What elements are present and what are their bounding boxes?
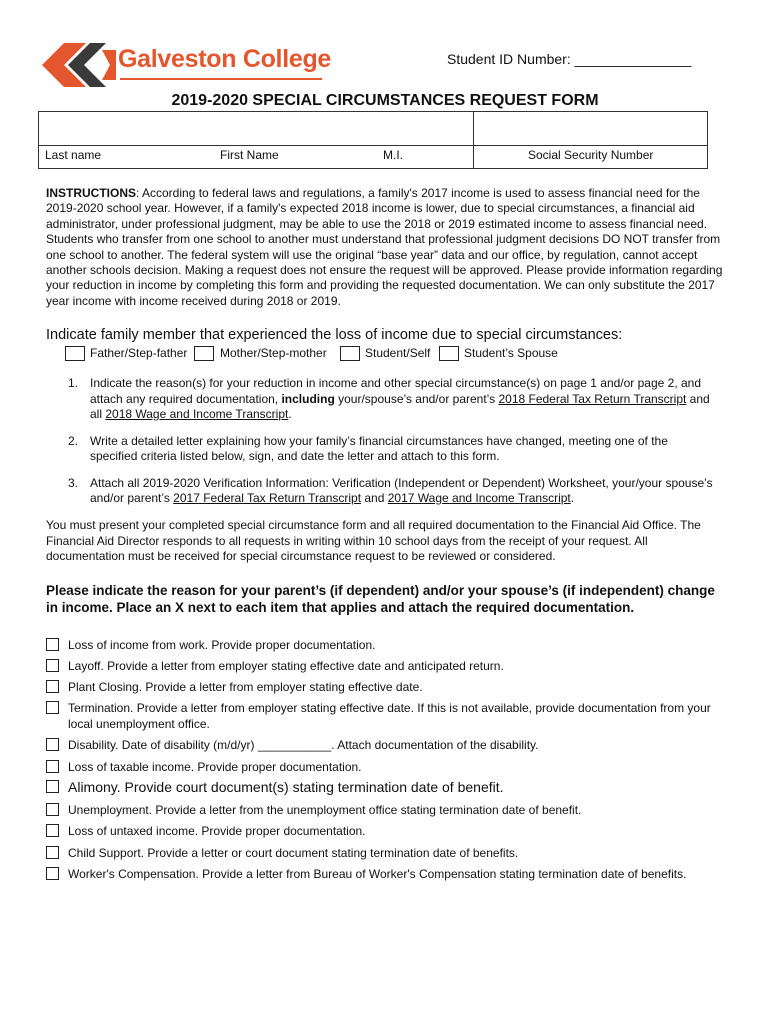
reason-text: Termination. Provide a letter from employer stating effective date. If this is not available, provide documentation from your local unemployment office.	[68, 701, 711, 731]
reason-checkbox[interactable]	[46, 760, 59, 773]
reason-checkbox[interactable]	[46, 638, 59, 651]
first-name-label: First Name	[220, 148, 279, 162]
student-id-field[interactable]: Student ID Number: _______________	[447, 51, 692, 67]
ssn-label: Social Security Number	[528, 148, 654, 162]
list-item	[46, 376, 714, 423]
step-text: .	[570, 491, 575, 505]
reason-checkbox[interactable]	[46, 680, 59, 693]
spouse-label: Student’s Spouse	[464, 346, 558, 360]
table-divider	[473, 145, 474, 169]
college-logo	[42, 40, 332, 90]
step-bold: including	[281, 391, 335, 406]
college-name: Galveston College	[118, 45, 332, 73]
reason-text: Plant Closing. Provide a letter from employer stating effective date.	[68, 680, 423, 694]
step-text: and all	[90, 391, 710, 421]
wage-transcript-2018: 2018 Wage and Income Transcript	[105, 407, 289, 421]
reason-text: Child Support. Provide a letter or court document stating termination date of benefits.	[68, 846, 519, 860]
reason-checkbox[interactable]	[46, 780, 59, 793]
reason-checkbox[interactable]	[46, 803, 59, 816]
reason-checkbox[interactable]	[46, 846, 59, 859]
step-text: and	[361, 491, 388, 505]
name-table	[38, 111, 708, 169]
step-text: your/spouse’s and/or parent’s	[334, 391, 499, 406]
instructions-paragraph	[46, 186, 728, 309]
reason-checkbox[interactable]	[46, 824, 59, 837]
ssn-input-cell[interactable]	[474, 112, 707, 145]
logo-underline	[120, 78, 322, 80]
reason-text: Loss of taxable income. Provide proper documentation.	[68, 760, 362, 774]
reason-text: Layoff. Provide a letter from employer stating effective date and anticipated return.	[68, 659, 504, 673]
form-title: 2019-2020 SPECIAL CIRCUMSTANCES REQUEST FORM	[171, 92, 599, 109]
reason-checkbox[interactable]	[46, 659, 59, 672]
mi-label: M.I.	[383, 148, 403, 162]
mother-checkbox[interactable]	[194, 346, 214, 361]
student-label: Student/Self	[365, 346, 431, 360]
step-text: .	[288, 407, 292, 421]
tax-transcript-2018: 2018 Federal Tax Return Transcript	[498, 391, 687, 406]
mother-label: Mother/Step-mother	[220, 346, 327, 360]
student-checkbox[interactable]	[340, 346, 360, 361]
spouse-checkbox[interactable]	[439, 346, 459, 361]
step-number: 3.	[68, 475, 79, 490]
reason-text: Unemployment. Provide a letter from the unemployment office stating termination date of benefit.	[68, 803, 582, 817]
step-text: Indicate the reason(s) for your reduction in income and other special circumstance(s) on page 1 and/or page 2, and attach any required documentation,	[90, 376, 702, 406]
last-name-label: Last name	[45, 148, 102, 162]
steps-list	[46, 376, 714, 507]
reason-text: Worker's Compensation. Provide a letter from Bureau of Worker's Compensation stating termination date of benefits.	[68, 867, 687, 881]
family-member-prompt: Indicate family member that experienced the loss of income due to special circumstances:	[46, 327, 623, 343]
tax-transcript-2017: 2017 Federal Tax Return Transcript	[173, 491, 362, 505]
wage-transcript-2017: 2017 Wage and Income Transcript	[387, 491, 571, 505]
instructions-label: INSTRUCTIONS	[46, 186, 136, 200]
father-label: Father/Step-father	[90, 346, 188, 360]
step-text: Write a detailed letter explaining how your family’s financial circumstances have changed, meeting one of the specified criteria listed below, sign, and date the letter and attach to this form.	[90, 433, 668, 463]
step-number: 1.	[68, 376, 79, 390]
name-input-cell[interactable]	[39, 112, 473, 145]
instructions-text: : According to federal laws and regulations, a family's 2017 income is used to assess financial need for the 2019-2020 school year. However, if a family's expected 2018 income is lower, due to special circumstances, a financial aid administrator, under professional judgment, may be able to use the 2018 or 2019 estimated income to assess financial need. Students who transfer from one school to another must understand that professional judgment decisions DO NOT transfer from one school to another. The federal system will use the original “base year” data and our office, by regulation, cannot accept another schools decision. Making a request does not ensure the request will be approved. Please provide information regarding your reduction in income by completing this form and providing the requested documentation. We can only substitute the 2017 year income with income received during 2018 or 2019.	[46, 186, 723, 308]
reason-checkbox[interactable]	[46, 738, 59, 751]
table-divider	[39, 145, 707, 146]
step-number: 2.	[68, 433, 79, 448]
reason-text: Loss of income from work. Provide proper documentation.	[68, 638, 376, 652]
reason-checkbox[interactable]	[46, 701, 59, 714]
reason-heading: Please indicate the reason for your parent’s (if dependent) and/or your spouse’s (if independent) change in income. Place an X next to each item that applies and attach the required documentation.	[46, 583, 715, 615]
list-item	[46, 434, 714, 465]
reason-text: Loss of untaxed income. Provide proper documentation.	[68, 824, 366, 838]
reason-text: Alimony. Provide court document(s) stating termination date of benefit.	[68, 779, 504, 795]
reason-checkbox[interactable]	[46, 867, 59, 880]
father-checkbox[interactable]	[65, 346, 85, 361]
submission-paragraph: You must present your completed special circumstance form and all required documentation to the Financial Aid Office. The Financial Aid Director responds to all requests in writing within 10 school days from the receipt of your request. All documentation must be received for special circumstance request to be reviewed or considered.	[46, 518, 701, 563]
reason-text: Disability. Date of disability (m/d/yr) ___________. Attach documentation of the disability.	[68, 738, 539, 752]
step-text: Attach all 2019-2020 Verification Information: Verification (Independent or Dependent) Worksheet, your/your spouse’s and/or parent’s	[90, 475, 713, 505]
family-member-options	[0, 344, 770, 364]
logo-chevron-icon	[42, 40, 122, 90]
list-item	[46, 476, 714, 507]
